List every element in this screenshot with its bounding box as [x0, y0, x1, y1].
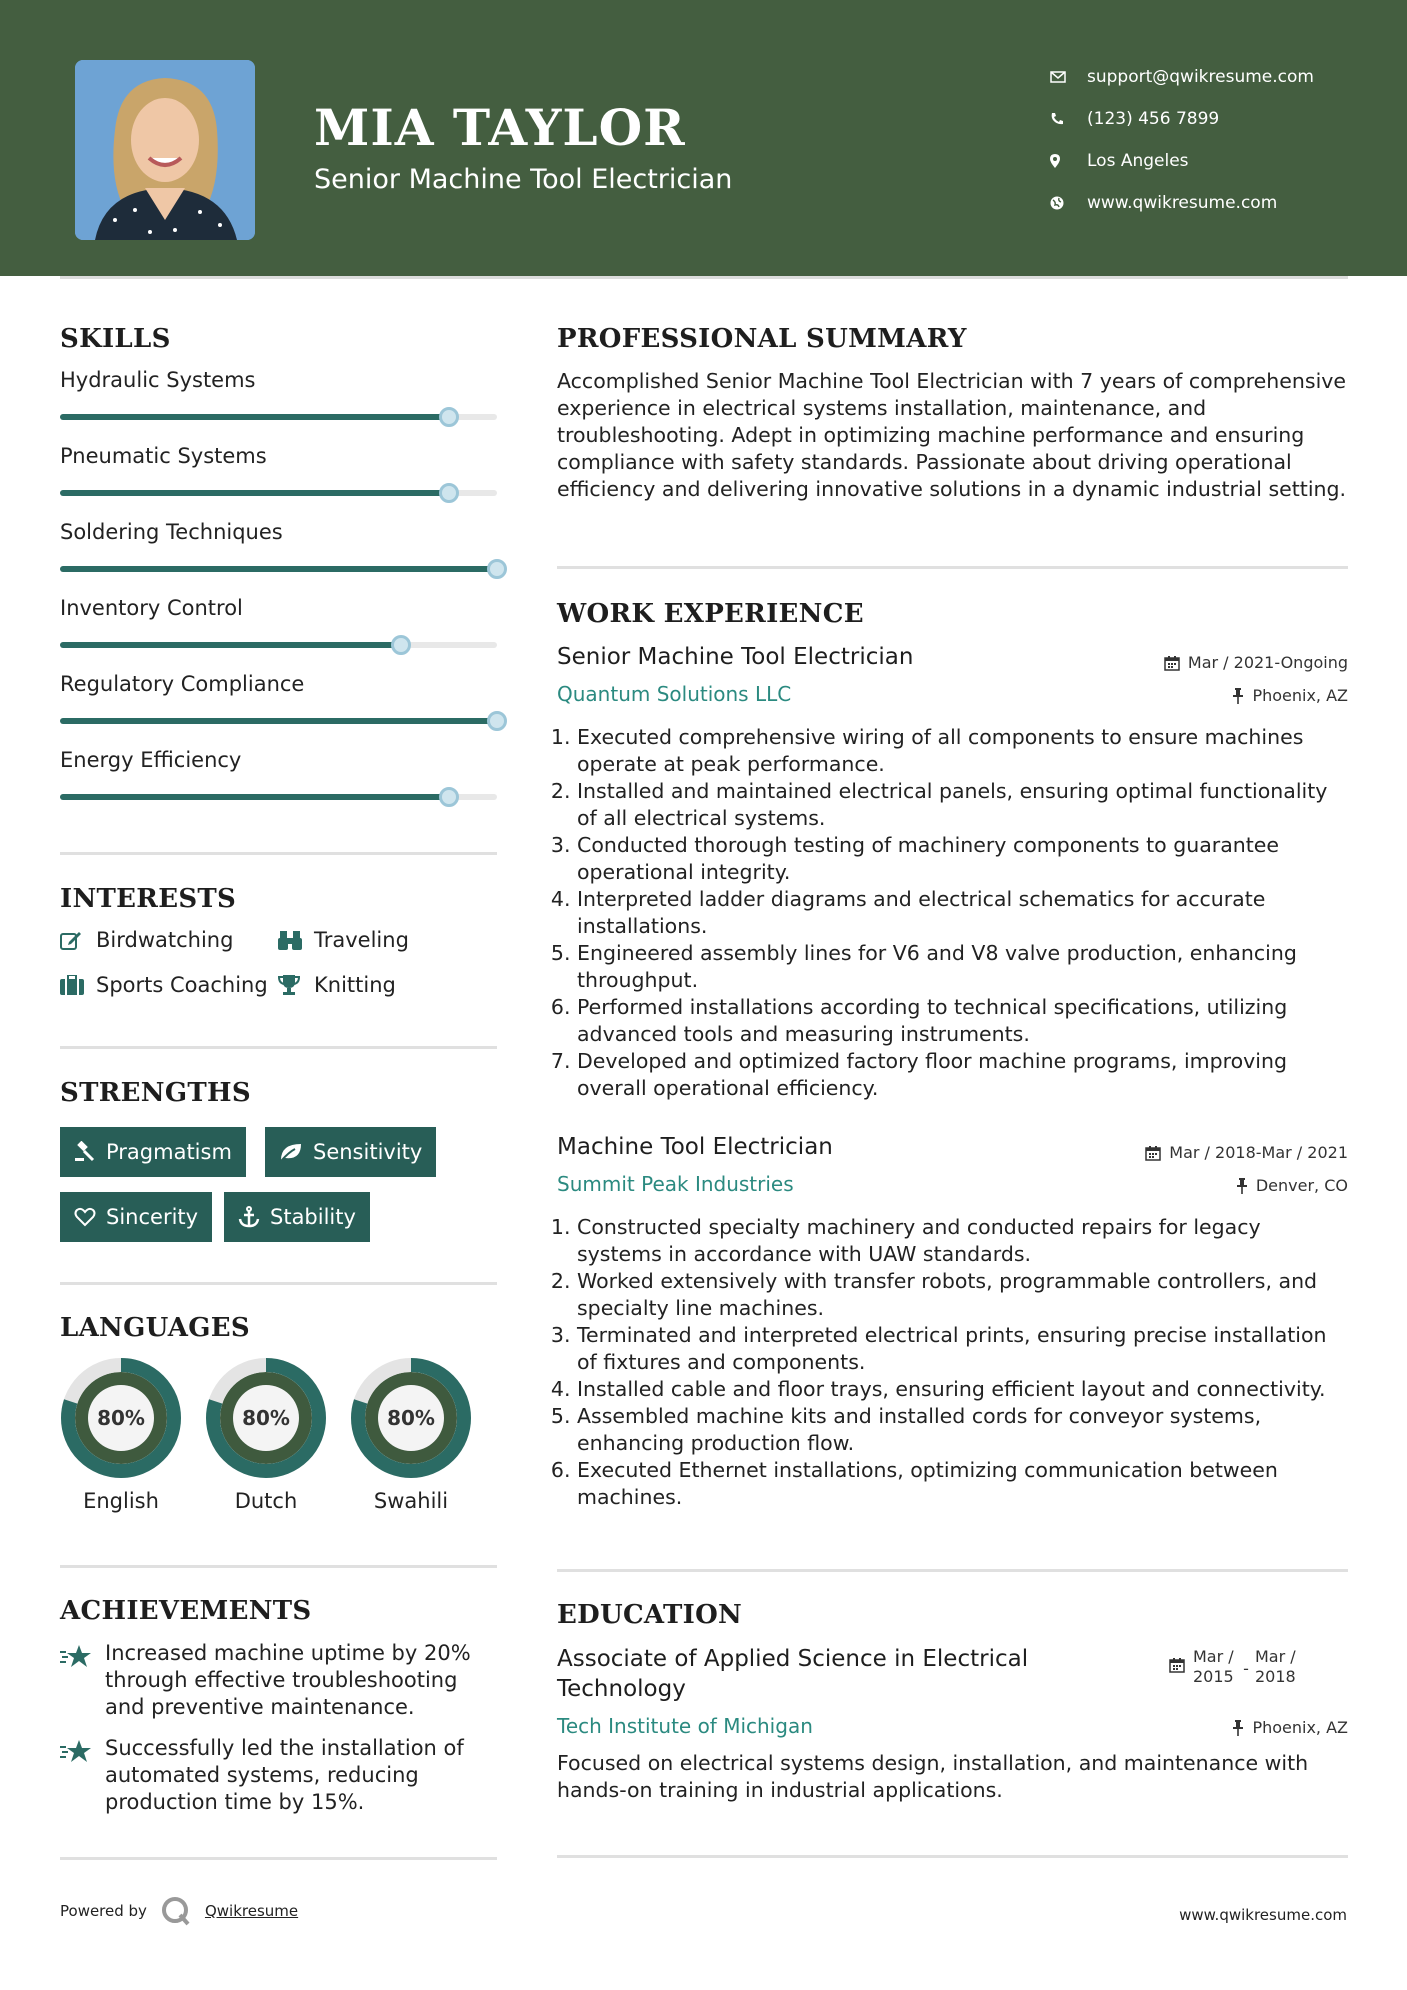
languages-title: LANGUAGES: [60, 1313, 250, 1343]
heart-icon: [74, 1207, 96, 1227]
language-percent: 80%: [387, 1406, 435, 1430]
calendar-icon: [1169, 1657, 1185, 1673]
skill-item: [60, 702, 497, 778]
company-name: Quantum Solutions LLC: [557, 682, 792, 706]
interests-title: INTERESTS: [60, 884, 237, 914]
strength-badge: Stability: [224, 1192, 370, 1242]
duty-item: 1. Constructed specialty machinery and conducted repairs for legacy systems in accordance with UAW standards.: [577, 1214, 1348, 1268]
degree-title: Associate of Applied Science in Electrical Technology: [557, 1646, 1029, 1702]
contact-phone[interactable]: [1050, 98, 1314, 140]
skill-item: [60, 550, 497, 626]
duty-item: 5. Engineered assembly lines for V6 and V8 valve production, enhancing throughput.: [577, 940, 1348, 994]
profile-photo: [75, 60, 255, 240]
duty-item: 4. Interpreted ladder diagrams and electrical schematics for accurate installations.: [577, 886, 1348, 940]
job-title: Machine Tool Electrician: [557, 1134, 833, 1160]
section-divider: [60, 1857, 497, 1860]
duty-item: 7. Developed and optimized factory floor machine programs, improving overall operational efficiency.: [577, 1048, 1348, 1102]
language-percent: 80%: [242, 1406, 290, 1430]
duties-list: [557, 1214, 1348, 1511]
star-list-icon: [60, 1640, 105, 1721]
duty-item: 3. Conducted thorough testing of machinery components to guarantee operational integrity.: [577, 832, 1348, 886]
strength-badge: Pragmatism: [60, 1127, 246, 1177]
language-percent: 80%: [97, 1406, 145, 1430]
phone-icon: [1050, 112, 1087, 126]
duty-item: 6. Executed Ethernet installations, optimizing communication between machines.: [577, 1457, 1348, 1511]
duty-item: 5. Assembled machine kits and installed cords for conveyor systems, enhancing production flow.: [577, 1403, 1348, 1457]
skill-name: Pneumatic Systems: [60, 444, 267, 468]
contact-location-text: Los Angeles: [1087, 151, 1189, 171]
language-gauge: [60, 1357, 182, 1479]
pushpin-icon: [1232, 688, 1244, 704]
experience-title: WORK EXPERIENCE: [557, 599, 864, 629]
skill-item: [60, 398, 497, 474]
language-name: Swahili: [373, 1489, 449, 1513]
skill-name: Inventory Control: [60, 596, 243, 620]
star-list-icon: [60, 1735, 105, 1816]
contact-location: [1050, 140, 1314, 182]
language-name: Dutch: [234, 1489, 298, 1513]
contact-website-text: www.qwikresume.com: [1087, 193, 1278, 213]
duty-item: 3. Terminated and interpreted electrical prints, ensuring precise installation of fixtures and components.: [577, 1322, 1348, 1376]
interest-item: Knitting: [278, 973, 396, 997]
section-divider: [557, 1569, 1348, 1572]
language-gauge: [350, 1357, 472, 1479]
header-divider: [60, 276, 1348, 279]
candidate-name: MIA TAYLOR: [314, 98, 686, 157]
contact-email-text: support@qwikresume.com: [1087, 67, 1314, 87]
trophy-icon: [278, 974, 314, 996]
strength-badge: Sincerity: [60, 1192, 212, 1242]
edit-icon: [60, 930, 96, 950]
education-location: Phoenix, AZ: [1232, 1718, 1348, 1737]
education-description: Focused on electrical systems design, installation, and maintenance with hands-on training in industrial applications.: [557, 1751, 1309, 1802]
leaf-icon: [279, 1142, 303, 1162]
duty-item: 4. Installed cable and floor trays, ensuring efficient layout and connectivity.: [577, 1376, 1348, 1403]
section-divider: [60, 852, 497, 855]
gavel-icon: [74, 1141, 96, 1163]
calendar-icon: [1145, 1145, 1161, 1161]
skill-item: [60, 474, 497, 550]
achievements-title: ACHIEVEMENTS: [60, 1596, 312, 1626]
summary-text: Accomplished Senior Machine Tool Electrician with 7 years of comprehensive experience in electrical systems installation, maintenance, and troubleshooting. Adept in optimizing machine performance and ensuring compliance with safety standards. Passionate about driving operational efficiency and delivering innovative solutions in a dynamic industrial setting.: [557, 369, 1347, 501]
section-divider: [557, 566, 1348, 569]
footer-powered: Powered by Qwikresume: [60, 1896, 298, 1926]
interest-item: Sports Coaching: [60, 973, 268, 997]
job-dates: Mar / 2021-Ongoing: [1164, 653, 1348, 672]
skill-name: Soldering Techniques: [60, 520, 283, 544]
job-location: Denver, CO: [1236, 1176, 1348, 1195]
pushpin-icon: [1232, 1720, 1244, 1736]
language-item: [205, 1357, 327, 1513]
strength-badge: Sensitivity: [265, 1127, 436, 1177]
skill-level-handle: [439, 787, 459, 807]
languages-list: [60, 1357, 497, 1537]
pushpin-icon: [1236, 1178, 1248, 1194]
section-divider: [60, 1565, 497, 1568]
language-item: [350, 1357, 472, 1513]
skill-name: Regulatory Compliance: [60, 672, 305, 696]
company-name: Summit Peak Industries: [557, 1172, 794, 1196]
duties-list: [557, 724, 1348, 1102]
envelope-icon: [1050, 71, 1087, 83]
duty-item: 1. Executed comprehensive wiring of all components to ensure machines operate at peak performance.: [577, 724, 1348, 778]
achievement-item: Successfully led the installation of automated systems, reducing production time by 15%.: [60, 1735, 497, 1816]
contact-website[interactable]: [1050, 182, 1314, 224]
qwikresume-link[interactable]: Qwikresume: [204, 1902, 299, 1920]
globe-icon: [1050, 196, 1087, 210]
section-divider: [60, 1282, 497, 1285]
job-location: Phoenix, AZ: [1232, 686, 1348, 705]
duty-item: 2. Installed and maintained electrical panels, ensuring optimal functionality of all electrical systems.: [577, 778, 1348, 832]
candidate-role: Senior Machine Tool Electrician: [314, 164, 733, 195]
achievement-item: Increased machine uptime by 20% through effective troubleshooting and preventive maintenance.: [60, 1640, 497, 1721]
location-pin-icon: [1050, 154, 1087, 168]
skill-bar-fill: [60, 794, 449, 800]
education-title: EDUCATION: [557, 1600, 743, 1630]
duty-item: 2. Worked extensively with transfer robots, programmable controllers, and specialty line machines.: [577, 1268, 1348, 1322]
binoculars-icon: [278, 929, 314, 951]
education-dates: Mar / 2015 - Mar / 2018: [1169, 1647, 1299, 1687]
skill-item: [60, 626, 497, 702]
job-title: Senior Machine Tool Electrician: [557, 644, 914, 670]
language-gauge: [205, 1357, 327, 1479]
section-divider: [60, 1046, 497, 1049]
footer-website[interactable]: www.qwikresume.com: [1179, 1906, 1347, 1924]
interest-item: Birdwatching: [60, 928, 233, 952]
skill-name: Hydraulic Systems: [60, 368, 256, 392]
contact-phone-text: (123) 456 7899: [1087, 109, 1220, 129]
strengths-title: STRENGTHS: [60, 1078, 251, 1108]
contact-email[interactable]: [1050, 56, 1314, 98]
qwikresume-logo-icon: [161, 1896, 191, 1926]
skill-name: Energy Efficiency: [60, 748, 242, 772]
skills-title: SKILLS: [60, 324, 171, 354]
briefcase-icon: [60, 975, 96, 995]
job-dates: Mar / 2018-Mar / 2021: [1145, 1143, 1348, 1162]
skill-item: [60, 322, 497, 398]
duty-item: 6. Performed installations according to technical specifications, utilizing advanced tools and measuring instruments.: [577, 994, 1348, 1048]
language-item: [60, 1357, 182, 1513]
anchor-icon: [238, 1206, 260, 1228]
skill-bar: [60, 794, 497, 800]
interest-item: Traveling: [278, 928, 409, 952]
summary-title: PROFESSIONAL SUMMARY: [557, 324, 967, 354]
calendar-icon: [1164, 655, 1180, 671]
language-name: English: [83, 1489, 159, 1513]
section-divider: [557, 1855, 1348, 1858]
school-name: Tech Institute of Michigan: [557, 1714, 813, 1738]
contact-list: [1050, 56, 1314, 224]
